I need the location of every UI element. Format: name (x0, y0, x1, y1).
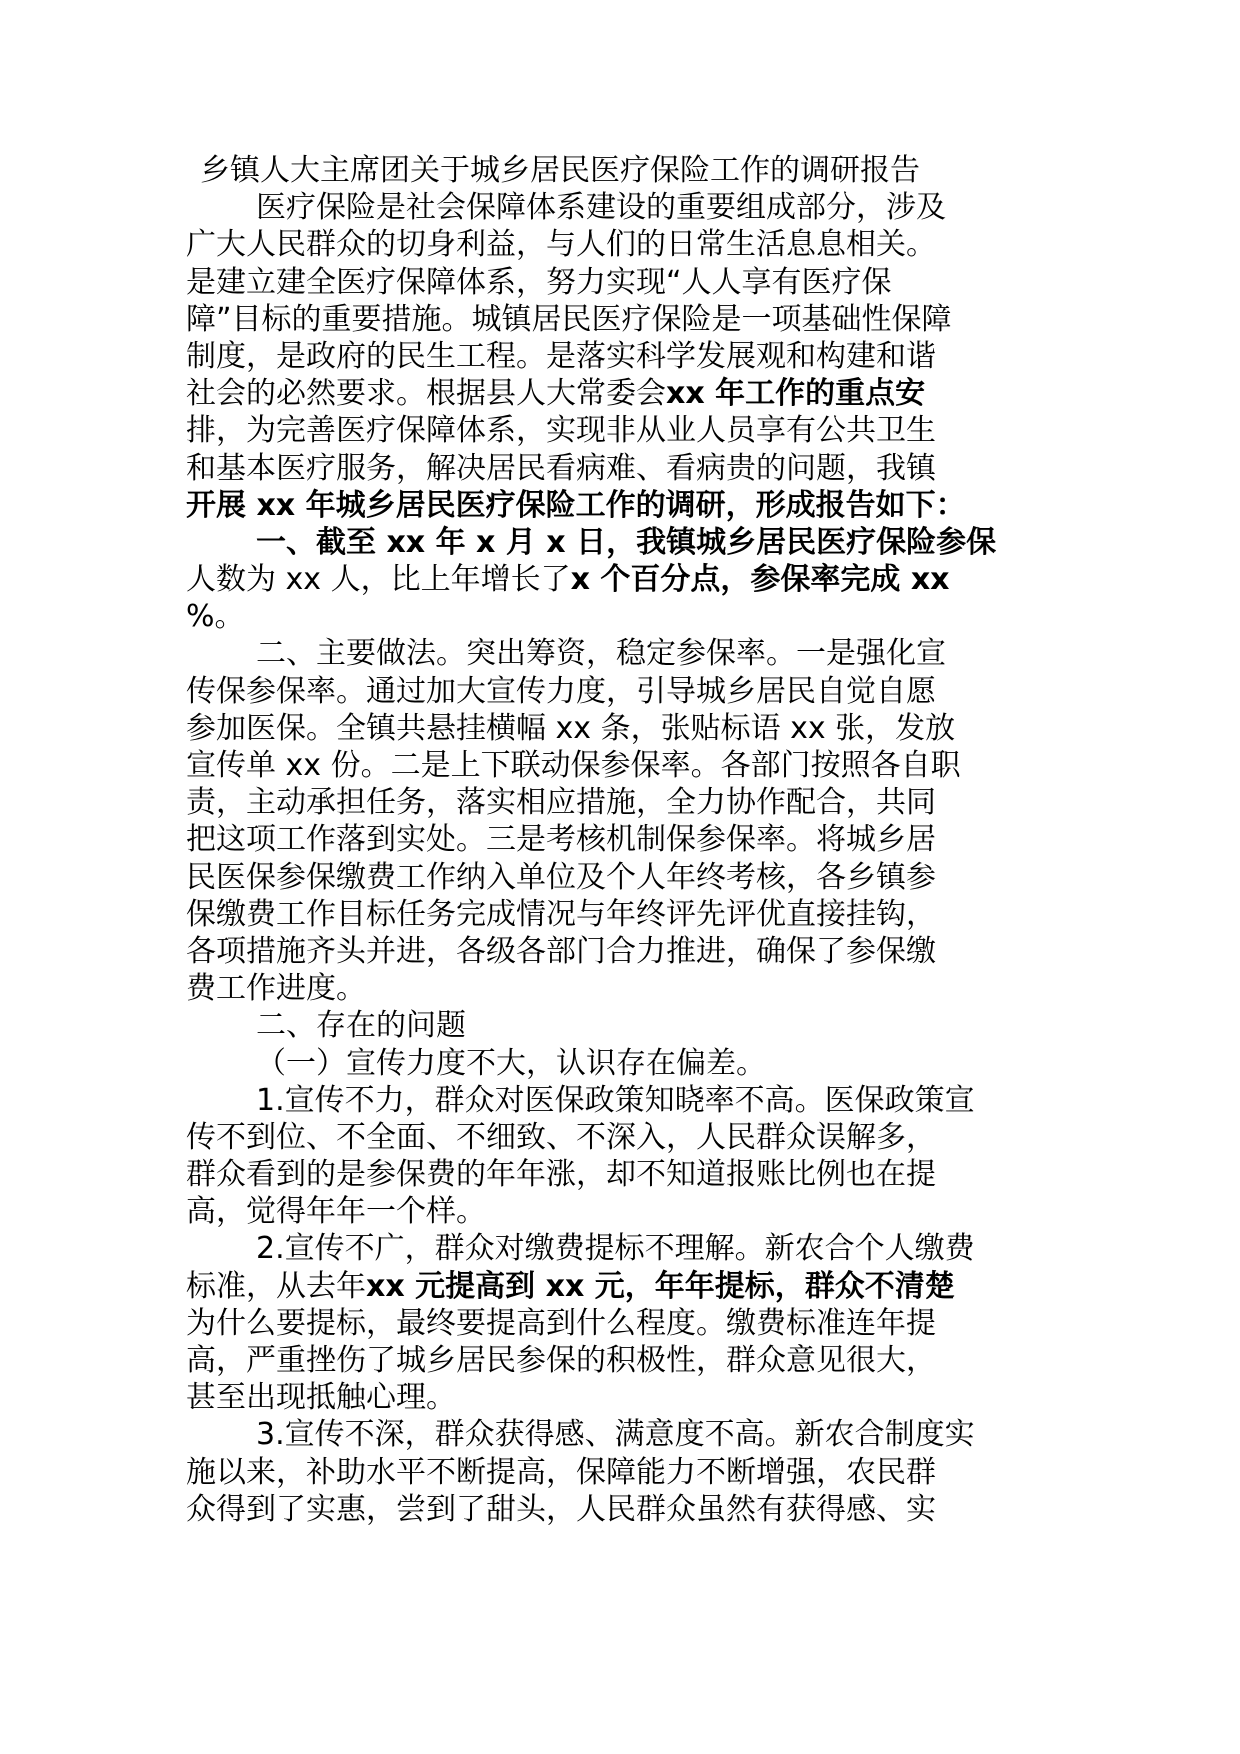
paragraph-line (186, 375, 1066, 412)
paragraph-line (186, 1268, 1066, 1305)
paragraph-line: 为什么要提标，最终要提高到什么程度。缴费标准连年提 (186, 1305, 936, 1341)
paragraph-line: 高，觉得年年一个样。 (186, 1194, 486, 1230)
paragraph-line (186, 561, 1066, 598)
paragraph-line: 民医保参保缴费工作纳入单位及个人年终考核，各乡镇参 (186, 859, 936, 895)
bold-line-segment: xx 元提高到 xx 元，年年提标，群众不清楚 (366, 1268, 955, 1304)
paragraph-line: 一、截至 xx 年 x 月 x 日，我镇城乡居民医疗保险参保 (256, 524, 997, 560)
paragraph-line: 传保参保率。通过加大宣传力度，引导城乡居民自觉自愿 (186, 673, 936, 709)
paragraph-line: 高，严重挫伤了城乡居民参保的积极性，群众意见很大， (186, 1343, 936, 1378)
bold-line-segment: x 个百分点，参保率完成 xx (570, 562, 950, 598)
paragraph-line: 是建立建全医疗保障体系，努力实现“人人享有医疗保 (186, 264, 892, 300)
paragraph-line: 把这项工作落到实处。三是考核机制保参保率。将城乡居 (186, 822, 936, 858)
paragraph-line: 开展 xx 年城乡居民医疗保险工作的调研，形成报告如下： (186, 487, 966, 523)
paragraph-line: 保缴费工作目标任务完成情况与年终评先评优直接挂钩， (186, 896, 936, 932)
paragraph-line: 制度，是政府的民生工程。是落实科学发展观和构建和谐 (186, 338, 936, 374)
paragraph-line: %。 (186, 599, 245, 635)
line-segment: 社会的必然要求。根据县人大常委会 (186, 376, 666, 412)
paragraph-line: 费工作进度。 (186, 971, 366, 1007)
document-body (186, 152, 1066, 1528)
section-heading: 二、存在的问题 (256, 1008, 466, 1044)
paragraph-line: 甚至出现抵触心理。 (186, 1380, 456, 1416)
paragraph-line: 障”目标的重要措施。城镇居民医疗保险是一项基础性保障 (186, 301, 952, 337)
paragraph-line: 1.宣传不力，群众对医保政策知晓率不高。医保政策宣 (256, 1082, 975, 1118)
paragraph-line: 众得到了实惠，尝到了甜头，人民群众虽然有获得感、实 (186, 1491, 936, 1527)
paragraph-line: 排，为完善医疗保障体系，实现非从业人员享有公共卫生 (186, 413, 936, 449)
paragraph-line: 二、主要做法。突出筹资，稳定参保率。一是强化宣 (256, 636, 946, 672)
paragraph-line: 宣传单 xx 份。二是上下联动保参保率。各部门按照各自职 (186, 748, 961, 783)
paragraph-line: 广大人民群众的切身利益，与人们的日常生活息息相关。 (186, 227, 936, 263)
paragraph-line: 和基本医疗服务，解决居民看病难、看病贵的问题，我镇 (186, 450, 936, 486)
line-segment: 标准，从去年 (186, 1268, 366, 1304)
paragraph-line: 传不到位、不全面、不细致、不深入，人民群众误解多， (186, 1119, 936, 1155)
paragraph-line: 各项措施齐头并进，各级各部门合力推进，确保了参保缴 (186, 933, 936, 969)
document-title: 乡镇人大主席团关于城乡居民医疗保险工作的调研报告 (200, 153, 920, 188)
paragraph-line: 施以来，补助水平不断提高，保障能力不断增强，农民群 (186, 1454, 936, 1490)
paragraph-line: 3.宣传不深，群众获得感、满意度不高。新农合制度实 (256, 1417, 975, 1453)
subsection-heading: （一）宣传力度不大，认识存在偏差。 (256, 1045, 766, 1081)
paragraph-line: 2.宣传不广，群众对缴费提标不理解。新农合个人缴费 (256, 1231, 975, 1267)
paragraph-line: 责，主动承担任务，落实相应措施，全力协作配合，共同 (186, 785, 936, 821)
paragraph-line: 医疗保险是社会保障体系建设的重要组成部分，涉及 (256, 190, 946, 226)
paragraph-line: 参加医保。全镇共悬挂横幅 xx 条，张贴标语 xx 张，发放 (186, 710, 956, 746)
paragraph-line: 群众看到的是参保费的年年涨，却不知道报账比例也在提 (186, 1157, 936, 1193)
line-segment: 人数为 xx 人，比上年增长了 (186, 562, 571, 598)
bold-line-segment: xx 年工作的重点安 (666, 376, 926, 412)
